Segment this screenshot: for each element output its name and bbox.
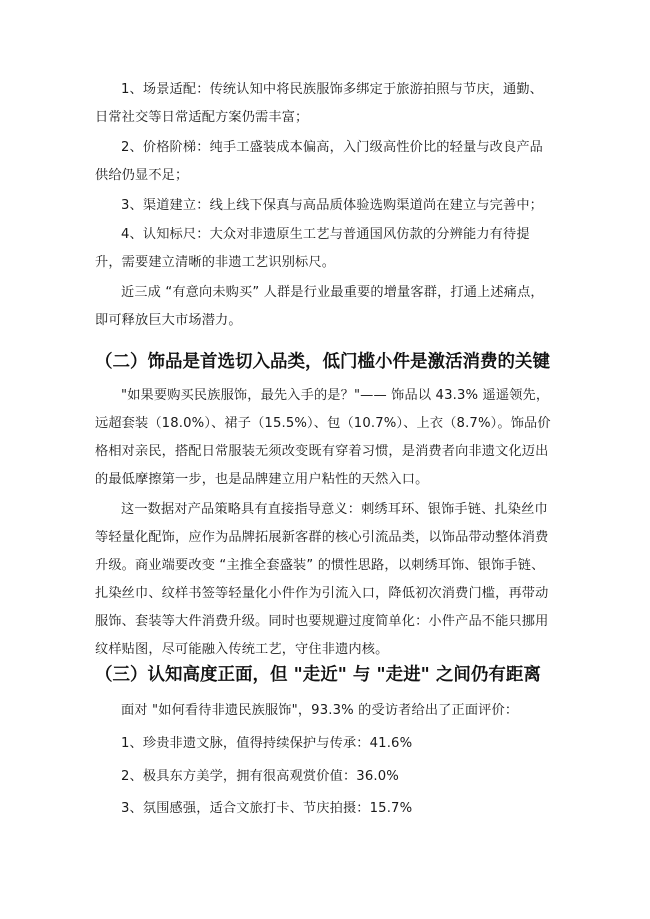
evaluation-item-2: 2、极具东方美学，拥有很高观赏价值：36.0% bbox=[121, 769, 399, 784]
evaluation-item-3: 3、氛围感强，适合文旅打卡、节庆拍摄：15.7% bbox=[121, 801, 413, 816]
section2-paragraph-1: "如果要购买民族服饰，最先入手的是？"—— 饰品以 43.3% 遥遥领先，远超套装（18.0%）、裙子（15.5%）、包（10.7%）、上衣（8.7%）。饰品价格相对亲民，搭配日常服装无须改变既有穿着习惯，是消费者向非遗文化迈出的最低摩擦第一步，也是品牌建立用户粘性的天然入口。 bbox=[95, 388, 551, 487]
section1-closing: 近三成 “有意向未购买” 人群是行业最重要的增量客群，打通上述痛点，即可释放巨大市场潜力。 bbox=[95, 285, 544, 328]
section2-heading: （二）饰品是首选切入品类，低门槛小件是激活消费的关键 bbox=[95, 352, 550, 372]
section3-heading: （三）认知高度正面，但 "走近" 与 "走进" 之间仍有距离 bbox=[95, 665, 541, 685]
pain-point-scenario: 1、场景适配：传统认知中将民族服饰多绑定于旅游拍照与节庆，通勤、日常社交等日常适配方案仍需丰富； bbox=[95, 82, 543, 125]
pain-point-channel: 3、渠道建立：线上线下保真与高品质体验选购渠道尚在建立与完善中； bbox=[121, 198, 543, 213]
section2-paragraph-2: 这一数据对产品策略具有直接指导意义：刺绣耳环、银饰手链、扎染丝巾等轻量化配饰，应作为品牌拓展新客群的核心引流品类，以饰品带动整体消费升级。商业端要改变 “主推全套盛装” 的惯性思路，以刺绣耳饰、银饰手链、扎染丝巾、纹样书签等轻量化小件作为引流入口，降低初次消费门槛，再带动服饰、套装等大件消费升级。同时也要规避过度简单化：小件产品不能只挪用纹样贴图，尽可能融入传统工艺，守住非遗内核。 bbox=[95, 502, 549, 657]
pain-point-cognition: 4、认知标尺：大众对非遗原生工艺与普通国风仿款的分辨能力有待提升，需要建立清晰的非遗工艺识别标尺。 bbox=[95, 227, 530, 270]
section3-intro: 面对 "如何看待非遗民族服饰"，93.3% 的受访者给出了正面评价： bbox=[121, 703, 519, 718]
evaluation-item-1: 1、珍贵非遗文脉，值得持续保护与传承：41.6% bbox=[121, 736, 413, 751]
pain-point-price: 2、价格阶梯：纯手工盛装成本偏高，入门级高性价比的轻量与改良产品供给仍显不足； bbox=[95, 140, 543, 183]
